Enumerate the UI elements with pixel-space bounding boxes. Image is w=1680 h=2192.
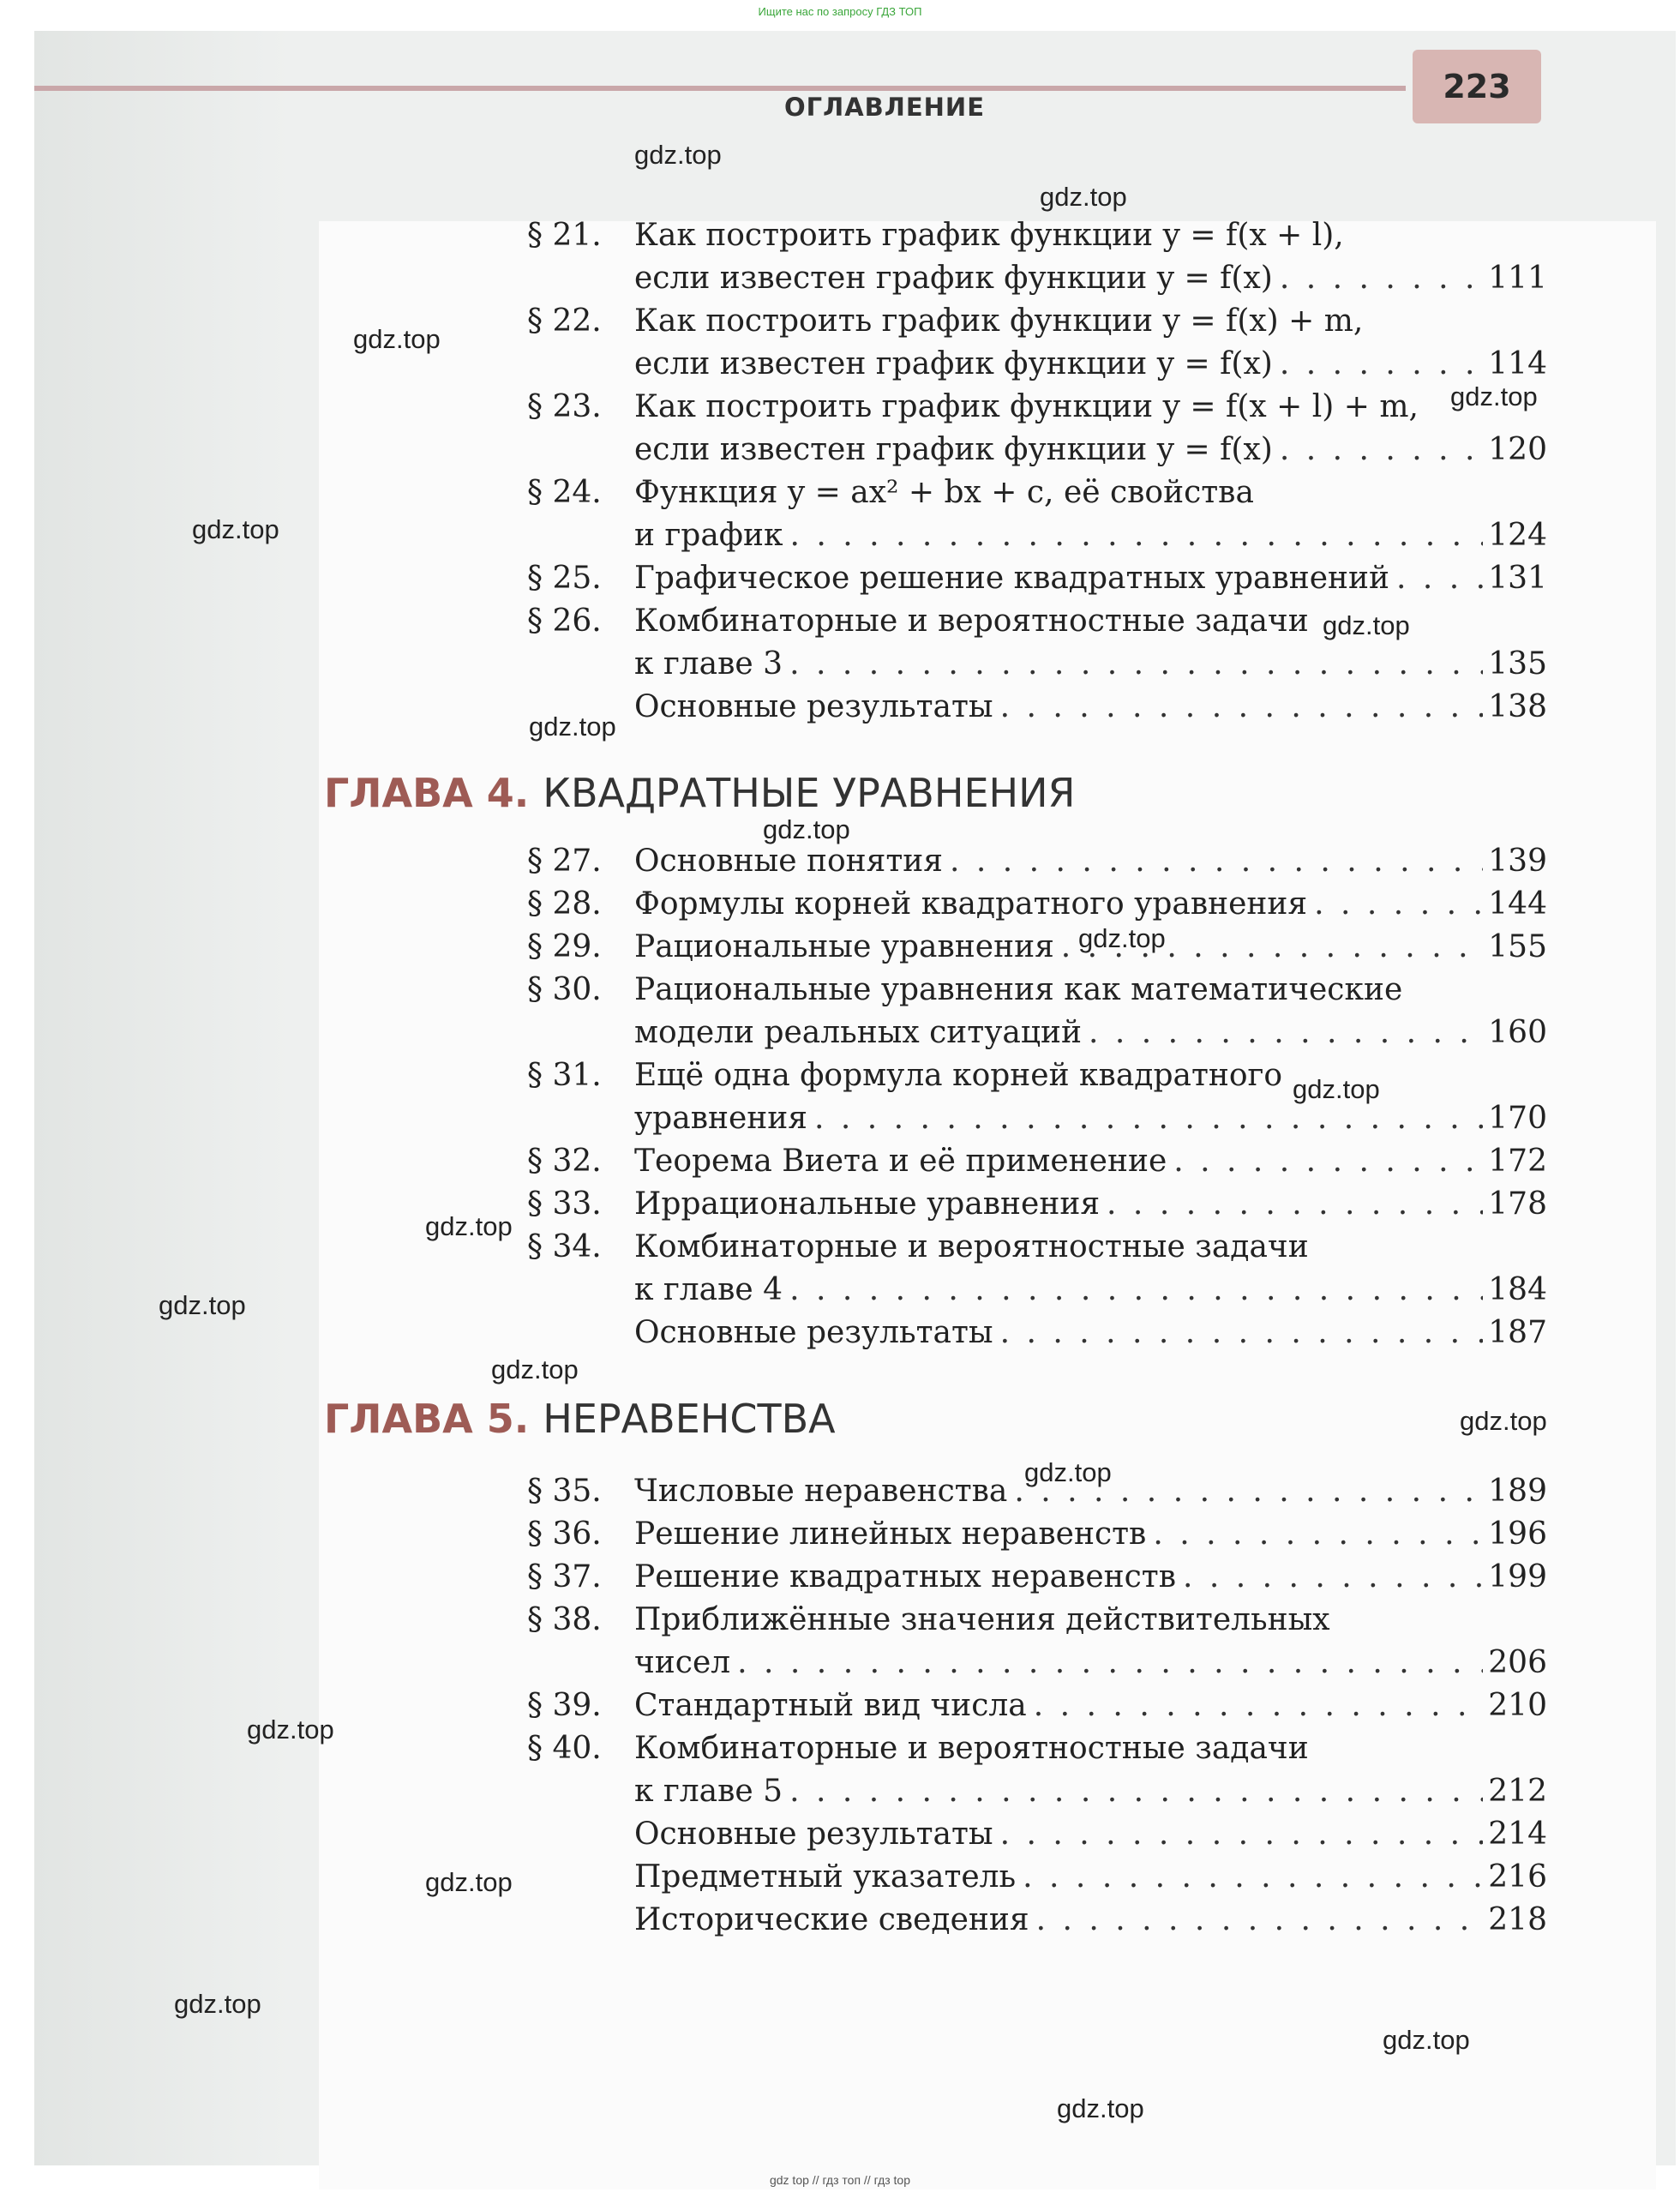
dot-leader xyxy=(1107,1183,1483,1226)
dot-leader xyxy=(1153,1513,1483,1556)
chapter-label: ГЛАВА 5. xyxy=(324,1396,530,1442)
section-title: Теорема Виета и её применение xyxy=(634,1144,1167,1179)
bottom-banner: gdz top // гдз топ // гдз top xyxy=(769,2173,911,2187)
page-ref: 111 xyxy=(1488,261,1547,296)
toc-entry xyxy=(527,1226,1547,1312)
section-title: Основные результаты xyxy=(634,1817,993,1852)
watermark-text: gdz.top xyxy=(1040,182,1127,212)
page-ref: 178 xyxy=(1488,1186,1547,1222)
toc-entry xyxy=(527,1856,1547,1899)
section-number: § 31. xyxy=(527,1058,602,1093)
watermark-text: gdz.top xyxy=(634,140,722,170)
page-ref: 131 xyxy=(1488,561,1547,596)
section-number: § 23. xyxy=(527,389,602,424)
section-title: Числовые неравенства xyxy=(634,1474,1008,1509)
section-number: § 21. xyxy=(527,218,602,253)
entry-line xyxy=(634,557,1547,600)
section-title: Рациональные уравнения как математические xyxy=(634,972,1403,1007)
dot-leader xyxy=(1000,686,1484,729)
entry-line xyxy=(634,643,1547,686)
toc-entry xyxy=(527,1513,1547,1556)
page-ref: 216 xyxy=(1488,1859,1547,1895)
dot-leader xyxy=(737,1642,1483,1685)
page-ref: 120 xyxy=(1488,432,1547,467)
chapter-label: ГЛАВА 4. xyxy=(324,770,530,816)
toc-entry xyxy=(527,1183,1547,1226)
chapter-title: КВАДРАТНЫЕ УРАВНЕНИЯ xyxy=(543,770,1076,816)
watermark-text: gdz.top xyxy=(159,1290,246,1320)
entry-line xyxy=(634,1770,1547,1813)
entry-line xyxy=(634,686,1547,729)
dot-leader xyxy=(1280,343,1483,386)
entry-line xyxy=(634,514,1547,557)
dot-leader xyxy=(789,1269,1483,1312)
toc-entry xyxy=(527,557,1547,600)
section-number: § 38. xyxy=(527,1602,602,1637)
watermark-text: gdz.top xyxy=(491,1354,579,1384)
section-number: § 36. xyxy=(527,1516,602,1552)
watermark-text: gdz.top xyxy=(247,1715,334,1745)
dot-leader xyxy=(1280,429,1483,471)
watermark-text: gdz.top xyxy=(1323,610,1410,640)
dot-leader xyxy=(814,1097,1483,1140)
section-title: Комбинаторные и вероятностные задачи xyxy=(634,1229,1309,1264)
section-number: § 37. xyxy=(527,1559,602,1594)
entry-line xyxy=(634,1012,1547,1054)
watermark-text: gdz.top xyxy=(1024,1457,1112,1487)
section-number: § 30. xyxy=(527,972,602,1007)
dot-leader xyxy=(1000,1813,1484,1856)
dot-leader xyxy=(950,840,1483,883)
page-ref: 196 xyxy=(1488,1516,1547,1552)
toc-entry xyxy=(527,386,1547,471)
entry-line xyxy=(634,386,1547,429)
page-ref: 155 xyxy=(1488,929,1547,964)
watermark-text: gdz.top xyxy=(1057,2093,1144,2123)
entry-line xyxy=(634,600,1547,643)
toc-entry xyxy=(527,1899,1547,1942)
dot-leader xyxy=(1036,1899,1484,1942)
page-ref: 138 xyxy=(1488,689,1547,724)
section-title: Графическое решение квадратных уравнений xyxy=(634,561,1390,596)
dot-leader xyxy=(1183,1556,1483,1599)
section-number: § 22. xyxy=(527,303,602,339)
watermark-text: gdz.top xyxy=(1383,2025,1470,2055)
entry-line xyxy=(634,1226,1547,1269)
section-title: Как построить график функции y = f(x + l), xyxy=(634,218,1344,253)
entry-line xyxy=(634,1856,1547,1899)
section-title: Ещё одна формула корней квадратного xyxy=(634,1058,1283,1093)
toc-entry xyxy=(527,883,1547,926)
section-title-continued: чисел xyxy=(634,1645,731,1680)
page-ref: 124 xyxy=(1488,518,1547,553)
dot-leader xyxy=(1000,1312,1484,1354)
entry-line xyxy=(634,1312,1547,1354)
section-title-continued: если известен график функции y = f(x) xyxy=(634,346,1273,381)
section-number: § 24. xyxy=(527,475,602,510)
section-title-continued: если известен график функции y = f(x) xyxy=(634,261,1273,296)
chapter-title: НЕРАВЕНСТВА xyxy=(543,1396,836,1442)
section-title-continued: уравнения xyxy=(634,1101,807,1136)
dot-leader xyxy=(1089,1012,1483,1054)
page-ref: 184 xyxy=(1488,1272,1547,1307)
section-number: § 33. xyxy=(527,1186,602,1222)
entry-line xyxy=(634,1269,1547,1312)
toc-entry xyxy=(527,1140,1547,1183)
entry-line xyxy=(634,257,1547,300)
section-title: Исторические сведения xyxy=(634,1902,1029,1937)
section-number: § 40. xyxy=(527,1731,602,1766)
toc-entry xyxy=(527,840,1547,883)
toc-entry xyxy=(527,1813,1547,1856)
toc-entry xyxy=(527,1054,1547,1140)
watermark-text: gdz.top xyxy=(1293,1074,1380,1104)
dot-leader xyxy=(1034,1685,1484,1727)
toc-entry xyxy=(527,1685,1547,1727)
chapter-4-heading xyxy=(324,767,1075,819)
toc-entry xyxy=(527,1556,1547,1599)
toc-entry xyxy=(527,969,1547,1054)
section-title: Как построить график функции y = f(x + l) + m, xyxy=(634,389,1419,424)
page-ref: 170 xyxy=(1488,1101,1547,1136)
toc-entry xyxy=(527,1727,1547,1813)
chapter-5-heading xyxy=(324,1393,836,1444)
section-title-continued: модели реальных ситуаций xyxy=(634,1015,1082,1050)
section-number: § 32. xyxy=(527,1144,602,1179)
toc-entry xyxy=(527,686,1547,729)
entry-line xyxy=(634,343,1547,386)
entry-line xyxy=(634,471,1547,514)
page-ref: 160 xyxy=(1488,1015,1547,1050)
page-title: ОГЛАВЛЕНИЕ xyxy=(784,93,986,122)
entry-line xyxy=(634,883,1547,926)
section-number: § 25. xyxy=(527,561,602,596)
section-title: Основные результаты xyxy=(634,689,993,724)
entry-line xyxy=(634,429,1547,471)
section-title: Основные результаты xyxy=(634,1315,993,1350)
entry-line xyxy=(634,1556,1547,1599)
entry-line xyxy=(634,214,1547,257)
page-ref: 114 xyxy=(1488,346,1547,381)
page-ref: 218 xyxy=(1488,1902,1547,1937)
watermark-text: gdz.top xyxy=(192,514,279,544)
entry-line xyxy=(634,300,1547,343)
entry-line xyxy=(634,1642,1547,1685)
page-ref: 187 xyxy=(1488,1315,1547,1350)
watermark-text: gdz.top xyxy=(763,814,850,844)
dot-leader xyxy=(1396,557,1483,600)
toc-entry xyxy=(527,1599,1547,1685)
dot-leader xyxy=(1173,1140,1483,1183)
section-title-continued: к главе 5 xyxy=(634,1774,783,1809)
section-title: Стандартный вид числа xyxy=(634,1688,1027,1723)
page-number: 223 xyxy=(1413,50,1541,123)
page-ref: 210 xyxy=(1488,1688,1547,1723)
section-title: Комбинаторные и вероятностные задачи xyxy=(634,604,1309,639)
section-title-continued: к главе 3 xyxy=(634,646,783,682)
watermark-text: gdz.top xyxy=(425,1211,513,1241)
watermark-text: gdz.top xyxy=(1450,381,1538,411)
entry-line xyxy=(634,840,1547,883)
entry-line xyxy=(634,969,1547,1012)
entry-line xyxy=(634,1097,1547,1140)
watermark-text: gdz.top xyxy=(1078,923,1166,953)
entry-line xyxy=(634,1899,1547,1942)
page-ref: 206 xyxy=(1488,1645,1547,1680)
toc-entry xyxy=(527,926,1547,969)
entry-line xyxy=(634,1183,1547,1226)
section-title: Комбинаторные и вероятностные задачи xyxy=(634,1731,1309,1766)
entry-line xyxy=(634,1054,1547,1097)
toc-entry xyxy=(527,300,1547,386)
section-number: § 39. xyxy=(527,1688,602,1723)
toc-entry xyxy=(527,214,1547,300)
section-title: Решение квадратных неравенств xyxy=(634,1559,1176,1594)
page-ref: 212 xyxy=(1488,1774,1547,1809)
section-title: Функция y = ax² + bx + c, её свойства xyxy=(634,475,1254,510)
section-number: § 29. xyxy=(527,929,602,964)
section-title-continued: и график xyxy=(634,518,783,553)
entry-line xyxy=(634,1599,1547,1642)
dot-leader xyxy=(1023,1856,1483,1899)
section-title: Как построить график функции y = f(x) + m, xyxy=(634,303,1364,339)
section-number: § 26. xyxy=(527,604,602,639)
page-ref: 214 xyxy=(1488,1817,1547,1852)
dot-leader xyxy=(789,514,1483,557)
dot-leader xyxy=(1280,257,1483,300)
entry-line xyxy=(634,1727,1547,1770)
page-ref: 172 xyxy=(1488,1144,1547,1179)
section-title: Формулы корней квадратного уравнения xyxy=(634,886,1308,922)
entry-line xyxy=(634,1140,1547,1183)
section-title: Предметный указатель xyxy=(634,1859,1017,1895)
section-title: Приближённые значения действительных xyxy=(634,1602,1330,1637)
section-title: Основные понятия xyxy=(634,844,943,879)
section-number: § 28. xyxy=(527,886,602,922)
section-number: § 34. xyxy=(527,1229,602,1264)
watermark-text: gdz.top xyxy=(425,1867,513,1897)
page-ref: 199 xyxy=(1488,1559,1547,1594)
section-title-continued: к главе 4 xyxy=(634,1272,783,1307)
toc-entry xyxy=(527,1312,1547,1354)
page-ref: 189 xyxy=(1488,1474,1547,1509)
top-banner: Ищите нас по запросу ГДЗ ТОП xyxy=(758,5,922,18)
section-title: Иррациональные уравнения xyxy=(634,1186,1101,1222)
watermark-text: gdz.top xyxy=(353,324,441,354)
page-ref: 135 xyxy=(1488,646,1547,682)
section-title: Рациональные уравнения xyxy=(634,929,1054,964)
section-title: Решение линейных неравенств xyxy=(634,1516,1147,1552)
toc-entry xyxy=(527,471,1547,557)
watermark-text: gdz.top xyxy=(1460,1406,1547,1436)
entry-line xyxy=(634,1513,1547,1556)
section-number: § 27. xyxy=(527,844,602,879)
dot-leader xyxy=(789,643,1483,686)
section-title-continued: если известен график функции y = f(x) xyxy=(634,432,1273,467)
page-ref: 144 xyxy=(1488,886,1547,922)
page-ref: 139 xyxy=(1488,844,1547,879)
dot-leader xyxy=(1314,883,1483,926)
dot-leader xyxy=(789,1770,1483,1813)
watermark-text: gdz.top xyxy=(174,1989,261,2019)
entry-line xyxy=(634,1685,1547,1727)
section-number: § 35. xyxy=(527,1474,602,1509)
watermark-text: gdz.top xyxy=(529,712,616,742)
entry-line xyxy=(634,1813,1547,1856)
